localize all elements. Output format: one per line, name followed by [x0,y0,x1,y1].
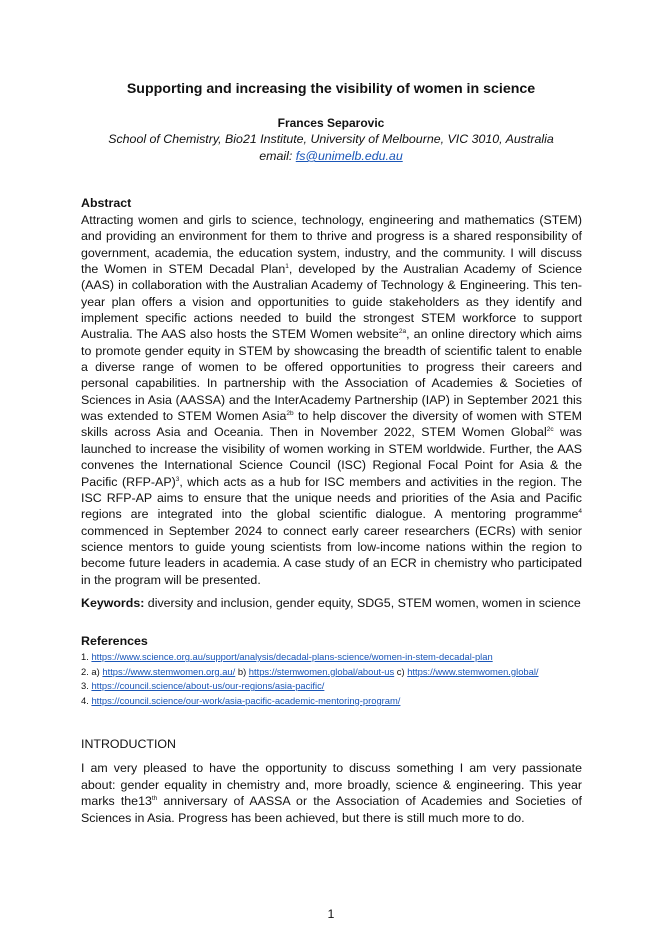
email-link[interactable]: fs@unimelb.edu.au [295,149,403,163]
citation-2b: 2b [286,410,294,417]
reference-item [81,650,582,665]
reference-sublabel: c) [394,665,408,677]
abstract-text: was launched to increase the visibility of women working in STEM worldwide. Further, the AAS convenes the International Science Council (ISC) Regional Focal Point for Asia & the Pacific (RFP-AP) [81,425,582,489]
reference-link[interactable]: https://www.stemwomen.org.au/ [102,665,236,677]
email-label: email: [259,149,296,163]
reference-link[interactable]: https://www.science.org.au/support/analysis/decadal-plans-science/women-in-stem-decadal-plan [91,651,493,662]
paper-title: Supporting and increasing the visibility of women in science [126,81,536,97]
abstract-text: , which acts as a hub for ISC members and activities in the region. The ISC RFP-AP aims to ensure that the unique needs and priorities of the Asia and Pacific regions are integrated into the global scientific dialogue. A mentoring programme [81,474,582,522]
citation-1: 1 [285,262,289,270]
reference-number: 4. [81,694,92,706]
reference-link[interactable]: https://www.stemwomen.global/ [407,665,539,677]
reference-item [81,679,582,694]
author-affiliation: School of Chemistry, Bio21 Institute, University of Melbourne, VIC 3010, Australia [108,132,554,146]
abstract-text: , developed by the Australian Academy of Science (AAS) in collaboration with the Australian Academy of Technology & Engineering. This ten-year plan offers a vision and opportunities to guide stakeholders as they identify and implement specific actions needed to build the strongest STEM workforce to support Australia. The AAS also hosts the STEM Women website [81,262,582,342]
references-heading: References [81,634,148,648]
references-list [81,650,582,708]
keywords-label: Keywords: [81,596,145,610]
introduction-heading: INTRODUCTION [81,737,176,751]
citation-2c: 2c [546,426,554,434]
abstract-heading: Abstract [81,196,132,210]
reference-number: 2. a) [81,665,103,677]
citation-3: 3 [175,475,180,483]
keywords [81,595,582,611]
reference-item [81,694,582,709]
abstract-text: commenced in September 2024 to connect early career researchers (ECRs) with senior science mentors to guide young scientists from low-income nations within the region to become future leaders in academia. A case study of an ECR in chemistry who participated in the program will be presented. [81,523,582,587]
intro-text: I am very pleased to have the opportunity to discuss something I am very passionate about: gender equality in chemistry and, more broadly, science & engineering. This year marks the13 [81,761,582,809]
ordinal-suffix: th [151,795,158,803]
reference-sublabel: b) [235,665,249,677]
abstract-text: to help discover the diversity of women with STEM skills across Asia and Oceania. Then in November 2022, STEM Women Global [81,409,582,440]
author-name: Frances Separovic [277,116,385,130]
reference-number: 1. [81,651,92,662]
page-number: 1 [327,907,335,921]
intro-text: anniversary of AASSA or the Association of Academies and Societies of Sciences in Asia. Progress has been achieved, but there is still much more to do. [81,794,582,825]
citation-4: 4 [578,508,582,516]
keywords-text: diversity and inclusion, gender equity, SDG5, STEM women, women in science [144,596,581,610]
citation-2a: 2a [398,328,407,336]
abstract-text: , an online directory which aims to promote gender equity in STEM by showcasing the breadth of scientific talent to enable a diverse range of women to be offered opportunities to progress their careers and personal capabilities. In partnership with the Association of Academies & Societies of Sciences in Asia (AASSA) and the InterAcademy Partnership (IAP) in September 2021 this was extended to STEM Women Asia [81,327,582,424]
introduction-body [81,760,582,826]
reference-link[interactable]: https://council.science/about-us/our-regions/asia-pacific/ [91,680,325,692]
reference-link[interactable]: https://stemwomen.global/about-us [248,665,395,677]
reference-item [81,665,582,680]
abstract-text: Attracting women and girls to science, technology, engineering and mathematics (STEM) and providing an environment for them to thrive and progress is a shared responsibility of government, academia, the education system, industry, and the community. I will discuss the Women in STEM Decadal Plan [81,213,582,277]
abstract-body [81,212,582,588]
reference-number: 3. [81,680,92,692]
author-email-line [0,149,662,163]
reference-link[interactable]: https://council.science/our-work/asia-pacific-academic-mentoring-program/ [91,694,401,706]
